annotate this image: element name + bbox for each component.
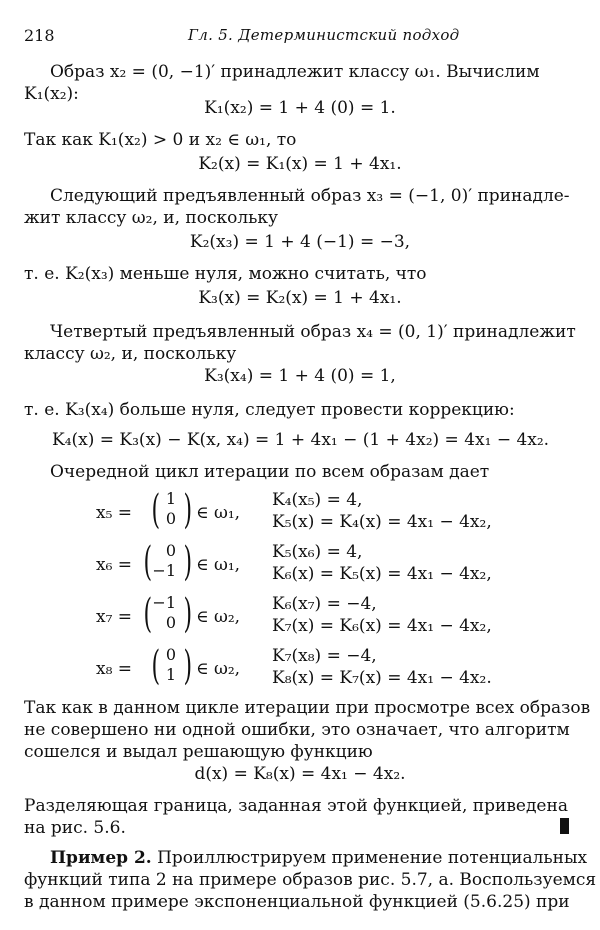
left-paren: ( (151, 487, 161, 533)
result-line: K₅(x) = K₄(x) = 4x₁ − 4x₂, (272, 512, 492, 532)
left-paren: ( (151, 643, 161, 689)
equation: K₃(x) = K₂(x) = 1 + 4x₁. (198, 288, 402, 308)
right-paren: ) (183, 643, 193, 689)
running-title: Гл. 5. Детерминистский подход (188, 26, 460, 44)
result-line: K₆(x) = K₅(x) = 4x₁ − 4x₂, (272, 564, 492, 584)
text-line: т. е. K₃(x₄) больше нуля, следует провести коррекцию: (24, 400, 515, 420)
text-line: Очередной цикл итерации по всем образам дает (50, 462, 490, 482)
text-line (50, 848, 587, 868)
text-line: не совершено ни одной ошибки, это означает, что алгоритм (24, 720, 570, 740)
text-line: классу ω₂, и, поскольку (24, 344, 237, 364)
result-line: K₈(x) = K₇(x) = 4x₁ − 4x₂. (272, 668, 492, 688)
example-heading: Пример 2. (50, 848, 152, 868)
matrix-top: 1 (165, 489, 176, 508)
equation: d(x) = K₈(x) = 4x₁ − 4x₂. (194, 764, 406, 784)
text-line: на рис. 5.6. (24, 818, 126, 838)
equation: K₃(x₄) = 1 + 4 (0) = 1, (204, 366, 396, 386)
text-fragment: Проиллюстрируем применение потенциальных (151, 848, 588, 868)
left-paren: ( (143, 539, 153, 585)
equation: K₄(x) = K₃(x) − K(x, x₄) = 1 + 4x₁ − (1 + 4x₂) = 4x₁ − 4x₂. (52, 430, 550, 450)
matrix-top: 0 (165, 541, 176, 560)
text-line: Разделяющая граница, заданная этой функцией, приведена (24, 796, 568, 816)
text-line: функций типа 2 на примере образов рис. 5.7, а. Воспользуемся (24, 870, 597, 890)
result-line: K₇(x) = K₆(x) = 4x₁ − 4x₂, (272, 616, 492, 636)
matrix-bottom: 0 (165, 509, 176, 528)
result-line: K₄(x₅) = 4, (272, 490, 363, 510)
matrix-top: 0 (165, 645, 176, 664)
right-paren: ) (183, 591, 193, 637)
class-membership: ∈ ω₁, (196, 503, 241, 523)
text-line: Четвертый предъявленный образ x₄ = (0, 1)′ принадлежит (50, 322, 576, 342)
equation: K₂(x₃) = 1 + 4 (−1) = −3, (189, 232, 411, 252)
result-line: K₅(x₆) = 4, (272, 542, 363, 562)
equation: K₁(x₂) = 1 + 4 (0) = 1. (204, 98, 396, 118)
class-membership: ∈ ω₂, (196, 659, 241, 679)
page-number: 218 (24, 26, 55, 45)
result-line: K₆(x₇) = −4, (272, 594, 377, 614)
text-line: сошелся и выдал решающую функцию (24, 742, 373, 762)
text-line: в данном примере экспоненциальной функцией (5.6.25) при (24, 892, 570, 912)
matrix-bottom: 1 (165, 665, 176, 684)
class-membership: ∈ ω₁, (196, 555, 241, 575)
equation: K₂(x) = K₁(x) = 1 + 4x₁. (198, 154, 402, 174)
class-membership: ∈ ω₂, (196, 607, 241, 627)
text-line: Так как K₁(x₂) > 0 и x₂ ∈ ω₁, то (24, 130, 297, 150)
text-line: K₁(x₂): (24, 84, 79, 104)
vector-label: x₆ = (96, 555, 133, 575)
matrix-bottom: −1 (152, 561, 176, 580)
result-line: K₇(x₈) = −4, (272, 646, 377, 666)
end-of-proof-mark (560, 818, 569, 834)
left-paren: ( (143, 591, 153, 637)
text-line: Так как в данном цикле итерации при просмотре всех образов (24, 698, 591, 718)
vector-label: x₇ = (96, 607, 133, 627)
right-paren: ) (183, 487, 193, 533)
text-line: Следующий предъявленный образ x₃ = (−1, 0)′ принадле- (50, 186, 570, 206)
right-paren: ) (183, 539, 193, 585)
matrix-bottom: 0 (165, 613, 176, 632)
matrix-top: −1 (152, 593, 176, 612)
text-line: т. е. K₂(x₃) меньше нуля, можно считать, что (24, 264, 427, 284)
text-line: Образ x₂ = (0, −1)′ принадлежит классу ω₁. Вычислим (50, 62, 540, 82)
vector-label: x₈ = (96, 659, 133, 679)
text-line: жит классу ω₂, и, поскольку (24, 208, 279, 228)
vector-label: x₅ = (96, 503, 133, 523)
